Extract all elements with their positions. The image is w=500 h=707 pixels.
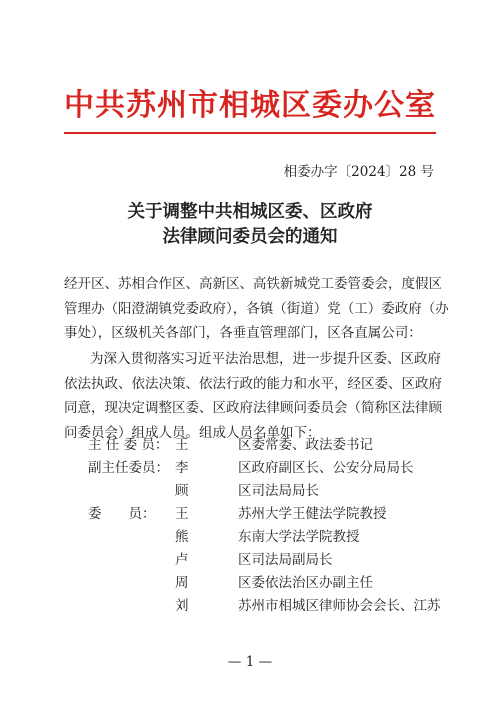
notice-title-line: 关于调整中共相城区委、区政府 <box>127 202 373 222</box>
member-name: 顾 <box>175 483 189 499</box>
body-line: 为深入贯彻落实习近平法治思想，进一步提升区委、区政府 <box>90 351 441 367</box>
member-row <box>0 479 500 501</box>
member-position: 区委依法治区办副主任 <box>238 575 373 591</box>
body-paragraph <box>64 347 442 445</box>
body-line: 问委员会）组成人员。组成人员名单如下： <box>64 424 321 441</box>
member-name: 熊 <box>175 529 189 545</box>
member-role: 主 任 委 员： <box>88 437 169 453</box>
member-position: 区委常委、政法委书记 <box>238 437 373 453</box>
addressees-paragraph <box>64 272 449 346</box>
member-role: 委 员： <box>88 506 156 522</box>
addressees-line: 事处），区级机关各部门，各垂直管理部门，区各直属公司： <box>64 325 422 341</box>
member-row <box>0 525 500 547</box>
document-header-title: 中共苏州市相城区委办公室 <box>64 88 436 123</box>
member-name: 王 <box>175 506 189 522</box>
member-position: 东南大学法学院教授 <box>238 529 360 545</box>
member-position: 苏州市相城区律师协会会长、江苏 <box>238 598 441 614</box>
member-name: 周 <box>175 575 189 591</box>
body-line: 同意，现决定调整区委、区政府法律顾问委员会（简称区法律顾 <box>64 400 442 416</box>
member-position: 区司法局副局长 <box>238 552 333 568</box>
member-position: 区司法局局长 <box>238 483 319 499</box>
member-name: 刘 <box>175 598 189 614</box>
member-name: 李 <box>175 460 189 476</box>
member-name: 王 <box>175 437 189 453</box>
member-row <box>0 594 500 616</box>
page-number: — 1 — <box>227 654 273 670</box>
member-position: 区政府副区长、公安分局局长 <box>238 460 414 476</box>
document-number: 相委办字〔2024〕28 号 <box>283 164 434 180</box>
member-role: 副主任委员： <box>88 460 169 476</box>
member-position: 苏州大学王健法学院教授 <box>238 506 387 522</box>
addressees-line: 经开区、苏相合作区、高新区、高铁新城党工委管委会，度假区 <box>64 276 442 292</box>
member-row <box>0 433 500 455</box>
notice-title-line: 法律顾问委员会的通知 <box>162 227 338 247</box>
member-row <box>0 548 500 570</box>
member-row <box>0 502 500 524</box>
member-row <box>0 456 500 478</box>
body-line: 依法执政、依法决策、依法行政的能力和水平，经区委、区政府 <box>64 375 442 392</box>
member-row <box>0 571 500 593</box>
header-red-rule <box>64 132 436 134</box>
addressees-line: 管理办（阳澄湖镇党委政府），各镇（街道）党（工）委政府（办 <box>64 300 449 317</box>
notice-title <box>0 200 500 250</box>
member-name: 卢 <box>175 552 189 568</box>
